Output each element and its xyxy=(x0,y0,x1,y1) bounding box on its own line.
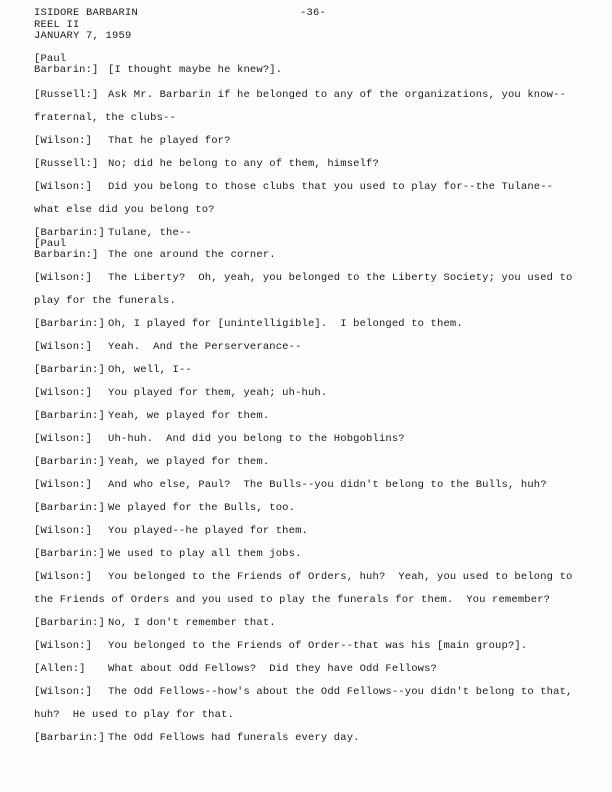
speaker-label: [Barbarin:] xyxy=(34,410,105,422)
utterance-continuation: huh? He used to play for that. xyxy=(34,709,234,721)
speaker-label: [Barbarin:] xyxy=(34,732,105,744)
reel-label: REEL II xyxy=(34,19,80,31)
speaker-label: [Barbarin:] xyxy=(34,456,105,468)
utterance-text: You belonged to the Friends of Order--that was his [main group?]. xyxy=(108,640,528,652)
utterance-continuation: what else did you belong to? xyxy=(34,204,215,216)
utterance-continuation: the Friends of Orders and you used to play the funerals for them. You remember? xyxy=(34,594,551,606)
utterance-text: You played--he played for them. xyxy=(108,525,308,537)
utterance-text: Oh, I played for [unintelligible]. I belonged to them. xyxy=(108,318,463,330)
speaker-label: [Barbarin:] xyxy=(34,318,105,330)
utterance-text: And who else, Paul? The Bulls--you didn't belong to the Bulls, huh? xyxy=(108,479,547,491)
utterance-text: [I thought maybe he knew?]. xyxy=(108,64,283,76)
page-number: -36- xyxy=(300,7,327,19)
utterance-text: We used to play all them jobs. xyxy=(108,548,302,560)
speaker-label: [Wilson:] xyxy=(34,341,93,353)
speaker-label: [Wilson:] xyxy=(34,479,93,491)
speaker-label: [Russell:] xyxy=(34,158,99,170)
speaker-label: Barbarin:] xyxy=(34,249,99,261)
interview-date: JANUARY 7, 1959 xyxy=(34,30,132,42)
speaker-label: Barbarin:] xyxy=(34,64,99,76)
interviewee-name: ISIDORE BARBARIN xyxy=(34,7,139,19)
speaker-label: [Wilson:] xyxy=(34,640,93,652)
utterance-text: That he played for? xyxy=(108,135,231,147)
utterance-text: You belonged to the Friends of Orders, huh? Yeah, you used to belong to xyxy=(108,571,573,583)
utterance-text: The one around the corner. xyxy=(108,249,276,261)
speaker-label: [Allen:] xyxy=(34,663,86,675)
speaker-label: [Paul xyxy=(34,53,67,65)
speaker-label: [Wilson:] xyxy=(34,525,93,537)
speaker-label: [Barbarin:] xyxy=(34,227,105,239)
utterance-text: Uh-huh. And did you belong to the Hobgoblins? xyxy=(108,433,405,445)
utterance-text: Yeah. And the Perserverance-- xyxy=(108,341,302,353)
utterance-text: The Liberty? Oh, yeah, you belonged to the Liberty Society; you used to xyxy=(108,272,573,284)
speaker-label: [Wilson:] xyxy=(34,571,93,583)
utterance-text: You played for them, yeah; uh-huh. xyxy=(108,387,328,399)
utterance-continuation: fraternal, the clubs-- xyxy=(34,112,176,124)
speaker-label: [Wilson:] xyxy=(34,181,93,193)
utterance-text: Tulane, the-- xyxy=(108,227,192,239)
utterance-text: Oh, well, I-- xyxy=(108,364,192,376)
utterance-text: We played for the Bulls, too. xyxy=(108,502,296,514)
utterance-text: Did you belong to those clubs that you used to play for--the Tulane-- xyxy=(108,181,554,193)
utterance-text: No; did he belong to any of them, himself? xyxy=(108,158,379,170)
speaker-label: [Barbarin:] xyxy=(34,502,105,514)
speaker-label: [Barbarin:] xyxy=(34,548,105,560)
speaker-label: [Russell:] xyxy=(34,89,99,101)
utterance-continuation: play for the funerals. xyxy=(34,295,176,307)
utterance-text: The Odd Fellows--how's about the Odd Fellows--you didn't belong to that, xyxy=(108,686,573,698)
speaker-label: [Wilson:] xyxy=(34,272,93,284)
speaker-label: [Wilson:] xyxy=(34,433,93,445)
speaker-label: [Barbarin:] xyxy=(34,364,105,376)
speaker-label: [Wilson:] xyxy=(34,387,93,399)
utterance-text: No, I don't remember that. xyxy=(108,617,276,629)
utterance-text: What about Odd Fellows? Did they have Odd Fellows? xyxy=(108,663,438,675)
utterance-text: Ask Mr. Barbarin if he belonged to any of the organizations, you know-- xyxy=(108,89,567,101)
speaker-label: [Wilson:] xyxy=(34,135,93,147)
speaker-label: [Paul xyxy=(34,238,67,250)
utterance-text: The Odd Fellows had funerals every day. xyxy=(108,732,360,744)
utterance-text: Yeah, we played for them. xyxy=(108,410,270,422)
speaker-label: [Barbarin:] xyxy=(34,617,105,629)
speaker-label: [Wilson:] xyxy=(34,686,93,698)
utterance-text: Yeah, we played for them. xyxy=(108,456,270,468)
